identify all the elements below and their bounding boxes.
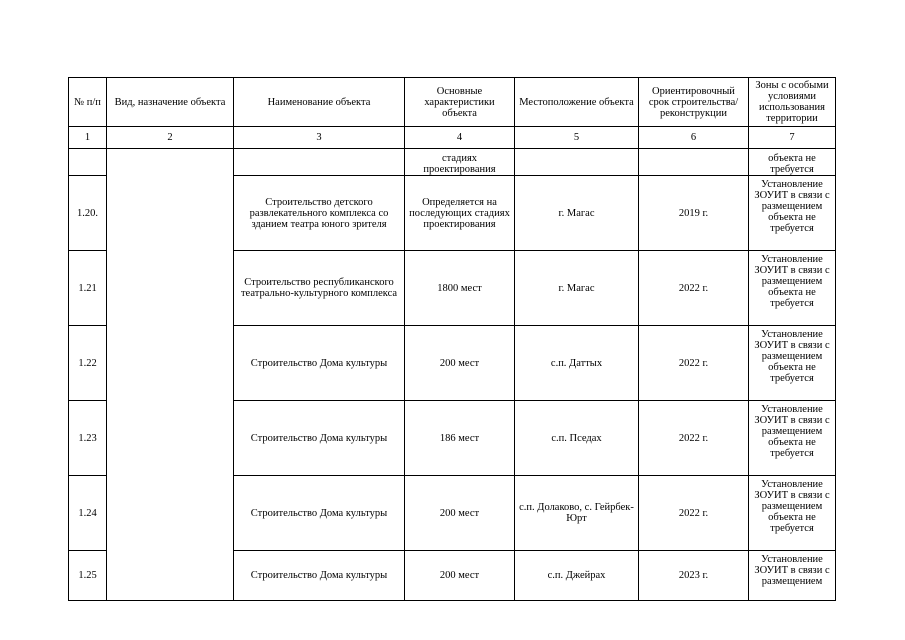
column-number: 6: [639, 127, 749, 149]
cell-characteristics: 200 мест: [405, 476, 515, 551]
cell-term: 2019 г.: [639, 176, 749, 251]
cell-zone: Установление ЗОУИТ в связи с размещением объекта не требуется: [749, 326, 836, 401]
cell-number: 1.22: [69, 326, 107, 401]
cell-location: [515, 149, 639, 176]
cell-number: 1.20.: [69, 176, 107, 251]
continuation-row: [69, 149, 836, 176]
header-zones: Зоны с особыми условиями использования территории: [749, 78, 836, 127]
cell-zone: объекта не требуется: [749, 149, 836, 176]
header-name: Наименование объекта: [234, 78, 405, 127]
cell-location: с.п. Джейрах: [515, 551, 639, 601]
header-number: № п/п: [69, 78, 107, 127]
cell-characteristics: стадиях проектирования: [405, 149, 515, 176]
header-location: Местоположение объекта: [515, 78, 639, 127]
cell-name: [234, 149, 405, 176]
column-number: 4: [405, 127, 515, 149]
cell-term: 2022 г.: [639, 326, 749, 401]
cell-number: 1.23: [69, 401, 107, 476]
cell-name: Строительство Дома культуры: [234, 401, 405, 476]
cell-characteristics: Определяется на последующих стадиях проектирования: [405, 176, 515, 251]
cell-characteristics: 1800 мест: [405, 251, 515, 326]
cell-zone: Установление ЗОУИТ в связи с размещением объекта не требуется: [749, 251, 836, 326]
cell-characteristics: 186 мест: [405, 401, 515, 476]
cell-zone: Установление ЗОУИТ в связи с размещением объекта не требуется: [749, 476, 836, 551]
cell-number: 1.25: [69, 551, 107, 601]
header-type: Вид, назначение объекта: [107, 78, 234, 127]
cell-number: 1.21: [69, 251, 107, 326]
cell-term: 2022 г.: [639, 476, 749, 551]
header-term: Ориентировочный срок строительства/ реконструкции: [639, 78, 749, 127]
column-number: 5: [515, 127, 639, 149]
cell-term: 2023 г.: [639, 551, 749, 601]
cell-zone: Установление ЗОУИТ в связи с размещением: [749, 551, 836, 601]
header-row: [69, 78, 836, 127]
cell-location: с.п. Даттых: [515, 326, 639, 401]
cell-name: Строительство Дома культуры: [234, 476, 405, 551]
cell-characteristics: 200 мест: [405, 326, 515, 401]
cell-location: г. Магас: [515, 176, 639, 251]
cell-type-merged: [107, 149, 234, 601]
column-number-row: [69, 127, 836, 149]
cell-location: с.п. Пседах: [515, 401, 639, 476]
column-number: 3: [234, 127, 405, 149]
column-number: 7: [749, 127, 836, 149]
cell-term: [639, 149, 749, 176]
cell-name: Строительство Дома культуры: [234, 551, 405, 601]
cell-number: 1.24: [69, 476, 107, 551]
cell-zone: Установление ЗОУИТ в связи с размещением объекта не требуется: [749, 401, 836, 476]
cell-zone: Установление ЗОУИТ в связи с размещением объекта не требуется: [749, 176, 836, 251]
header-characteristics: Основные характеристики объекта: [405, 78, 515, 127]
cell-term: 2022 г.: [639, 251, 749, 326]
objects-table: [68, 77, 836, 601]
cell-name: Строительство Дома культуры: [234, 326, 405, 401]
cell-characteristics: 200 мест: [405, 551, 515, 601]
cell-name: Строительство детского развлекательного комплекса со зданием театра юного зрителя: [234, 176, 405, 251]
cell-number: [69, 149, 107, 176]
cell-term: 2022 г.: [639, 401, 749, 476]
column-number: 2: [107, 127, 234, 149]
cell-location: г. Магас: [515, 251, 639, 326]
cell-location: с.п. Долаково, с. Гейрбек-Юрт: [515, 476, 639, 551]
cell-name: Строительство республиканского театрально-культурного комплекса: [234, 251, 405, 326]
column-number: 1: [69, 127, 107, 149]
